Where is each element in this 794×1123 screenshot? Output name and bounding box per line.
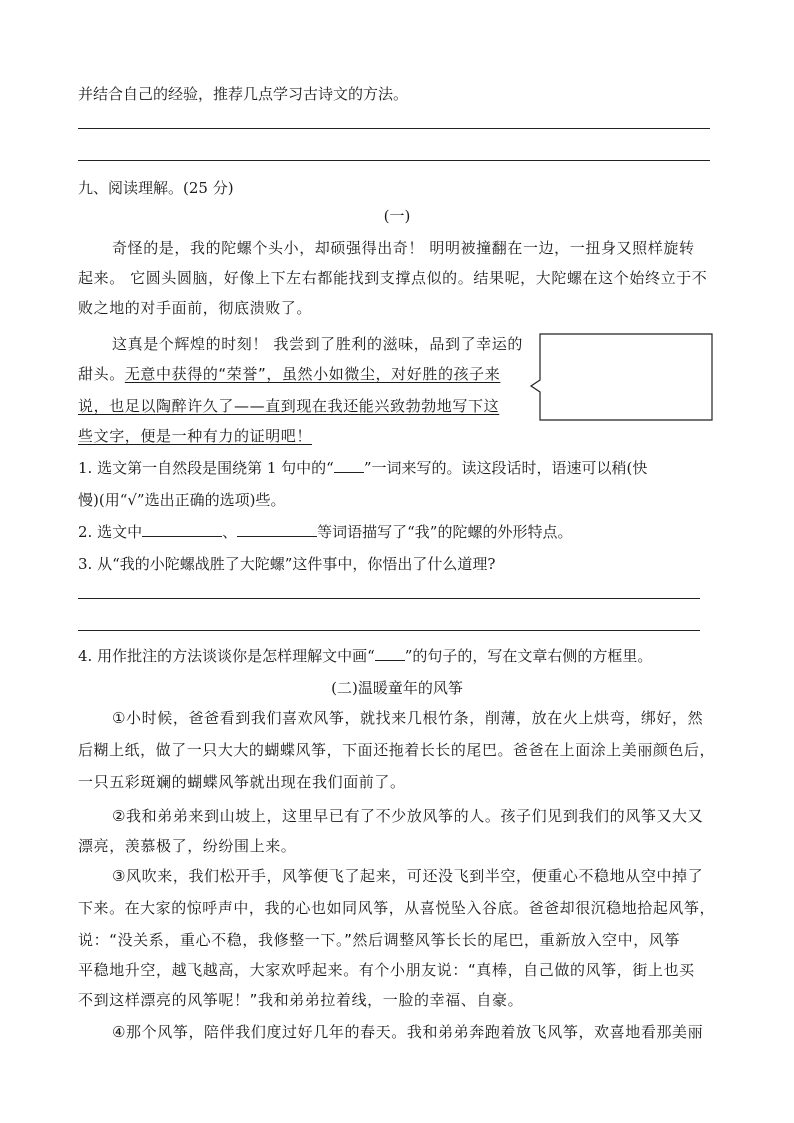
passage1-text: 起来。 它圆头圆脑，好像上下左右都能找到支撑点似的。结果呢，大陀螺在这个始终立于不 bbox=[78, 269, 708, 287]
passage2-text: 说：“没关系，重心不稳，我修整一下。”然后调整风筝长长的尾巴，重新放入空中，风筝 bbox=[78, 931, 681, 949]
intro-line: 并结合自己的经验，推荐几点学习古诗文的方法。 bbox=[78, 85, 409, 103]
underlined-sentence: 些文字，便是一种有力的证明吧！ bbox=[78, 427, 313, 445]
question-3: 3. 从“我的小陀螺战胜了大陀螺”这件事中，你悟出了什么道理? bbox=[78, 555, 496, 573]
passage1-text: 败之地的对手面前，彻底溃败了。 bbox=[78, 299, 313, 317]
answer-line[interactable] bbox=[78, 128, 710, 129]
question-text: ”一词来写的。读这段话时，语速可以稍(快 bbox=[363, 459, 648, 477]
passage2-text: 下来。在大家的惊呼声中，我的心也如同风筝，从喜悦坠入谷底。爸爸却很沉稳地拾起风筝， bbox=[78, 899, 716, 917]
question-1-cont: 慢)(用“√”选出正确的选项)些。 bbox=[78, 491, 286, 509]
passage1-text: 这真是个辉煌的时刻！ 我尝到了胜利的滋味，品到了幸运的 bbox=[112, 335, 523, 353]
question-1 bbox=[78, 458, 647, 478]
fill-blank[interactable] bbox=[334, 458, 364, 473]
part1-title: (一) bbox=[383, 207, 411, 225]
answer-line[interactable] bbox=[78, 160, 710, 161]
underlined-sentence: 无意中获得的“荣誉”，虽然小如微尘，对好胜的孩子来 bbox=[124, 365, 501, 383]
passage2-text: ③风吹来，我们松开手，风筝便飞了起来，可还没飞到半空，便重心不稳地从空中掉了 bbox=[112, 867, 704, 885]
part2-title: (二)温暖童年的风筝 bbox=[331, 679, 463, 697]
passage2-text: ④那个风筝，陪伴我们度过好几年的春天。我和弟弟奔跑着放飞风筝，欢喜地看那美丽 bbox=[112, 1023, 704, 1041]
fill-blank[interactable] bbox=[375, 646, 405, 661]
question-text: 2. 选文中 bbox=[78, 523, 143, 541]
answer-line[interactable] bbox=[78, 630, 700, 631]
passage2-text: ①小时候，爸爸看到我们喜欢风筝，就找来几根竹条，削薄，放在火上烘弯，绑好，然 bbox=[112, 709, 704, 727]
underlined-sentence: 说，也足以陶醉许久了——直到现在我还能兴致勃勃地写下这 bbox=[78, 397, 500, 415]
question-text: 等词语描写了“我”的陀螺的外形特点。 bbox=[317, 523, 573, 541]
passage2-text: 不到这样漂亮的风筝呢！”我和弟弟拉着线，一脸的幸福、自豪。 bbox=[78, 991, 524, 1009]
passage2-text: 后糊上纸，做了一只大大的蝴蝶风筝，下面还拖着长长的尾巴。爸爸在上面涂上美丽颜色后， bbox=[78, 741, 716, 759]
question-4 bbox=[78, 646, 652, 666]
question-text: 1. 选文第一自然段是围绕第 1 句中的“ bbox=[78, 459, 334, 477]
passage1-text: 奇怪的是，我的陀螺个头小，却硕强得出奇！ 明明被撞翻在一边，一扭身又照样旋转 bbox=[112, 239, 695, 257]
passage2-text: 平稳地升空，越飞越高，大家欢呼起来。有个小朋友说：“真棒，自己做的风筝，街上也买 bbox=[78, 961, 695, 979]
annotation-box[interactable] bbox=[528, 330, 718, 425]
fill-blank[interactable] bbox=[237, 522, 317, 537]
question-text: ”的句子的，写在文章右侧的方框里。 bbox=[404, 647, 653, 665]
answer-line[interactable] bbox=[78, 598, 700, 599]
passage2-text: 漂亮，羡慕极了，纷纷围上来。 bbox=[78, 837, 297, 855]
question-2 bbox=[78, 522, 572, 542]
passage2-text: 一只五彩斑斓的蝴蝶风筝就出现在我们面前了。 bbox=[78, 773, 406, 791]
plain-text: 甜头。 bbox=[78, 365, 125, 383]
question-text: 、 bbox=[222, 523, 238, 541]
question-text: 4. 用作批注的方法谈谈你是怎样理解文中画“ bbox=[78, 647, 375, 665]
section-title: 九、阅读理解。(25 分) bbox=[78, 179, 234, 197]
passage1-text bbox=[78, 364, 500, 384]
fill-blank[interactable] bbox=[142, 522, 222, 537]
passage2-text: ②我和弟弟来到山坡上，这里早已有了不少放风筝的人。孩子们见到我们的风筝又大又 bbox=[112, 807, 704, 825]
